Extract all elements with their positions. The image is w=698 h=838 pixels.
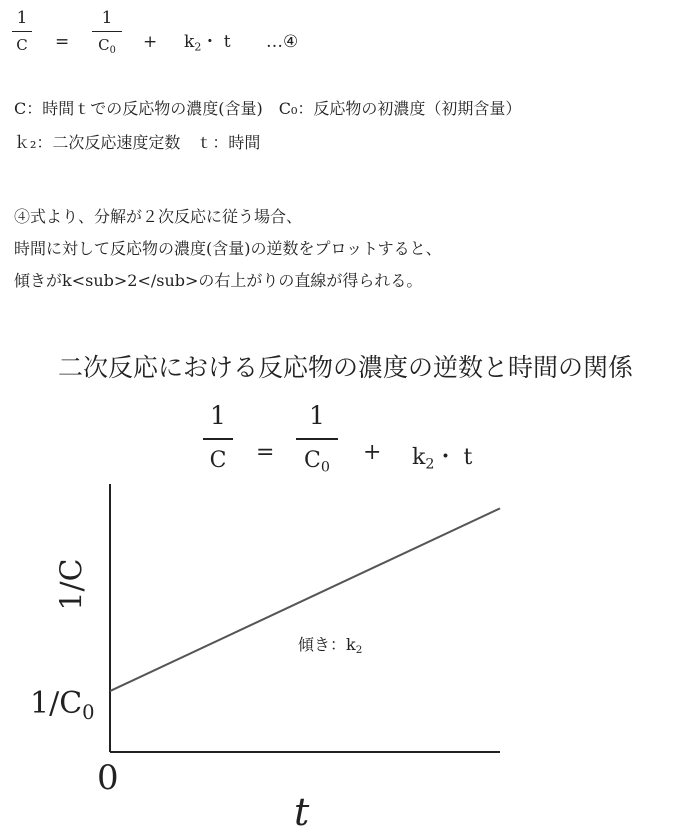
chart-title: 二次反応における反応物の濃度の逆数と時間の関係 (58, 353, 634, 382)
origin-label: 0 (97, 758, 119, 798)
intercept-subscript: 0 (82, 700, 95, 724)
c-symbol: C (304, 448, 321, 473)
k-subscript: 2 (425, 456, 435, 473)
slope-subscript: 2 (355, 644, 363, 657)
chart-eq-equals: = (256, 440, 275, 465)
chart-eq-lhs-denominator: C (209, 448, 227, 473)
slope-annotation (298, 632, 362, 656)
definition-line-2: ｋ₂：二次反応速度定数 ｔ：時間 (14, 133, 261, 152)
slope-text: 傾き：k (298, 635, 356, 654)
k-symbol: k (412, 445, 426, 470)
top-eq-plus: + (143, 32, 158, 52)
intercept-text: 1/C (30, 686, 83, 721)
explanation-line-1: ④式より、分解が２次反応に従う場合、 (14, 207, 303, 226)
chart-eq-plus: + (363, 440, 382, 465)
top-eq-lhs-numerator: 1 (16, 8, 28, 28)
equation-reference: …④ (266, 32, 299, 52)
explanation-line-3: 傾きがk<sub>2</sub>の右上がりの直線が得られる。 (14, 271, 423, 290)
chart-eq-rhs-numerator: 1 (309, 401, 325, 430)
top-eq-lhs-denominator: C (16, 36, 28, 54)
subscript-zero: 0 (320, 459, 330, 476)
t-term: ・ t (201, 32, 231, 52)
t-term: ・ t (434, 445, 473, 470)
y-intercept-label (30, 686, 95, 724)
top-eq-rhs-numerator: 1 (101, 8, 113, 28)
definition-line-1: C：時間ｔでの反応物の濃度(含量) C₀：反応物の初濃度（初期含量） (14, 99, 522, 118)
k-symbol: k (184, 32, 195, 52)
x-axis-label: t (294, 790, 310, 834)
k-subscript: 2 (194, 40, 202, 54)
series-layer (110, 508, 500, 691)
c-symbol: C (98, 36, 110, 54)
subscript-zero: 0 (109, 44, 116, 56)
chart-eq-lhs-numerator: 1 (210, 401, 226, 430)
series-line-segment (110, 508, 500, 691)
y-axis-label: 1/C (54, 558, 90, 611)
explanation-line-2: 時間に対して反応物の濃度(含量)の逆数をプロットすると、 (14, 239, 442, 258)
top-eq-equals: = (55, 32, 70, 52)
